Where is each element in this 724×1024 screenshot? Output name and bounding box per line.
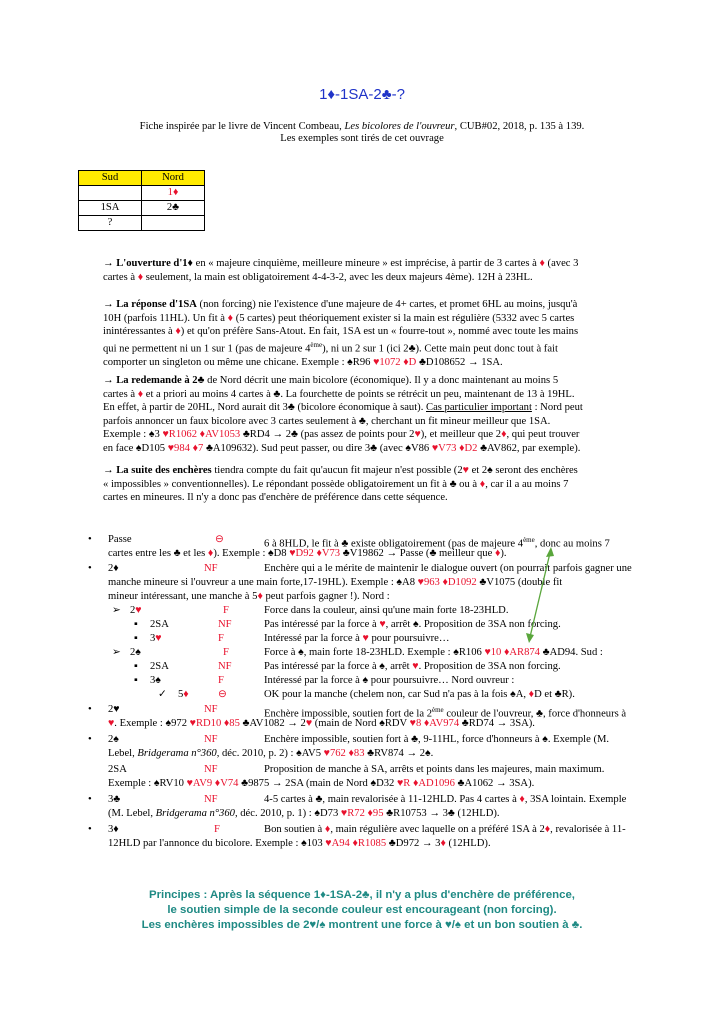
paragraph-text: 10H (parfois 11HL). Un fit à ♦ (5 cartes) peut théoriquement exister si la main est régulière (5332 avec 5 cartes <box>103 312 575 324</box>
forcing-code: NF <box>204 794 218 805</box>
paragraph-lead: → La réponse d'1SA <box>103 299 197 310</box>
bid-label: 2♠ <box>108 734 119 745</box>
page-title: 1♦-1SA-2♣-? <box>319 86 405 103</box>
bid-description: Enchère qui a le mérite de maintenir le dialogue ouvert (on pourrait parfois gagner une <box>264 563 632 574</box>
bid-description: mineur intéressant, une manche à 5♦ peut parfois gagner !). Nord : <box>108 591 390 602</box>
sub-arrow-icon: ➢ <box>112 647 121 658</box>
paragraph-text: cartes à ♦ et a priori au moins 4 cartes à ♣. La fourchette de points se rétrécit un peu, maintenant de 13 à 19HL. <box>103 388 575 400</box>
forcing-code: NF <box>204 764 218 775</box>
red-cards: ♥984 ♦7 <box>167 442 204 454</box>
paragraph-lead: → L'ouverture d'1♦ <box>103 258 193 269</box>
bullet-icon: • <box>88 563 92 574</box>
table-row <box>79 216 205 231</box>
paragraph-lead: → La suite des enchères <box>103 465 212 476</box>
paragraph-text: : Nord peut <box>531 402 583 414</box>
bullet-icon: • <box>88 704 92 715</box>
bid-label: 2♥ <box>108 704 120 715</box>
paragraph-text: de Nord décrit une main bicolore (économique). Il y a donc maintenant au moins 5 <box>204 375 559 386</box>
forcing-code: NF <box>218 619 232 630</box>
paragraph-text: tiendra compte du fait qu'aucun fit majeur n'est possible (2♥ et 2♠ seront des enchères <box>211 465 578 476</box>
forcing-code: NF <box>204 563 218 574</box>
bid-description: Force à ♠, main forte 18-23HLD. Exemple : ♠R106 ♥10 ♦AR874 ♣AD94. Sud : <box>264 647 603 658</box>
bid-description: Bon soutien à ♦, main régulière avec laquelle on a préféré 1SA à 2♦, revalorisée à 11- <box>264 824 626 835</box>
forcing-code: ⊖ <box>218 689 227 700</box>
bid-description: Intéressé par la force à ♥ pour poursuivre… <box>264 633 450 644</box>
subtitle-text: Fiche inspirée par le livre de Vincent Combeau, <box>139 121 345 132</box>
bid-label: 3♦ <box>108 824 119 835</box>
bid-description: Lebel, Bridgerama n°360, déc. 2010, p. 2) : ♠AV5 ♥762 ♦83 ♣RV874 → 2♠. <box>108 748 434 759</box>
table-row <box>79 186 205 201</box>
paragraph-text: « impossibles » conventionnelles). Le répondant possède obligatoirement un fit à ♣ ou à ♦, car il a au moins 7 <box>103 478 569 490</box>
principes-box <box>0 888 724 933</box>
red-cards: ♥R1062 ♦AV1053 <box>162 429 241 441</box>
bid-description: Intéressé par la force à ♠ pour poursuivre… Nord ouvreur : <box>264 675 515 686</box>
paragraph-text: en face ♠D105 <box>103 442 168 454</box>
bid-description: 6 à 8HLD, le fit à ♣ existe obligatoirement (pas de majeure 4ème, donc au moins 7 <box>264 536 610 550</box>
paragraph-suite <box>103 464 623 505</box>
table-cell: 1SA <box>79 201 142 216</box>
bid-description: Proposition de manche à SA, arrêts et points dans les majeures, main maximum. <box>264 764 605 775</box>
bid-description: Enchère impossible, soutien fort de la 2ème couleur de l'ouvreur, ♣, force d'honneurs à <box>264 706 627 720</box>
paragraph-text: inintéressantes à ♦) et qu'on préfère Sans-Atout. En fait, 1SA est un « fourre-tout », nommé avec toute les mains <box>103 326 579 338</box>
bid-label: 2♠ <box>130 647 141 658</box>
paragraph-text: En effet, à partir de 20HL, Nord aurait dit 3♣ (bicolore économique à saut). <box>103 402 426 414</box>
paragraph-text: ♣RD4 → 2♣ (pas assez de points pour 2♥), et meilleur que 2♦, qui peut trouver <box>240 429 580 441</box>
subtitle-line2: Les exemples sont tirés de cet ouvrage <box>280 133 444 144</box>
bid-label: 5♦ <box>178 689 189 700</box>
forcing-code: F <box>214 824 220 835</box>
bid-label: 3♥ <box>150 633 162 644</box>
bid-description: Exemple : ♠RV10 ♥AV9 ♦V74 ♣9875 → 2SA (main de Nord ♠D32 ♥R ♦AD1096 ♣A1062 → 3SA). <box>108 778 535 789</box>
bid-description: ♥. Exemple : ♠972 ♥RD10 ♦85 ♣AV1082 → 2♥ (main de Nord ♠RDV ♥8 ♦AV974 ♣RD74 → 3SA). <box>108 718 535 729</box>
principes-line: Principes : Après la séquence 1♦-1SA-2♣, il n'y a plus d'enchère de préférence, <box>149 889 575 901</box>
subtitle <box>0 121 724 145</box>
paragraph-text: cartes à ♦ seulement, la main est obligatoirement 4-4-3-2, avec les deux majeurs 4ème). 12H à 23HL. <box>103 271 533 283</box>
table-cell <box>142 216 205 231</box>
bullet-icon: • <box>88 534 92 545</box>
paragraph-ouverture <box>103 257 623 284</box>
bid-description: manche mineure si l'ouvreur a une main forte,17-19HL). Exemple : ♠A8 ♥963 ♦D1092 ♣V1075 (double fit <box>108 577 563 588</box>
bid-description: Enchère impossible, soutien fort à ♣, 9-11HL, force d'honneurs à ♠. Exemple (M. <box>264 734 610 745</box>
bid-label: 3♣ <box>108 794 121 805</box>
paragraph-text: comporter un singleton ou même une chicane. Exemple : ♠R96 <box>103 356 374 368</box>
table-cell: 1♦ <box>142 186 205 201</box>
square-bullet-icon: ▪ <box>134 633 138 644</box>
bid-description: Pas intéressé par la force à ♥, arrêt ♠. Proposition de 3SA non forcing. <box>264 619 561 630</box>
forcing-code: NF <box>218 661 232 672</box>
forcing-code: ⊖ <box>215 534 224 545</box>
paragraph-text: cartes en mineures. Il n'y a donc pas d'enchère de préférence dans cette séquence. <box>103 492 448 504</box>
forcing-code: F <box>218 675 224 686</box>
subtitle-ref: , CUB#02, 2018, p. 135 à 139. <box>454 121 585 132</box>
square-bullet-icon: ▪ <box>134 675 138 686</box>
square-bullet-icon: ▪ <box>134 661 138 672</box>
paragraph-text: ♣AV862, par exemple). <box>477 442 581 454</box>
bid-label: 3♠ <box>150 675 161 686</box>
bid-description: OK pour la manche (chelem non, car Sud n'a pas à la fois ♠A, ♦D et ♣R). <box>264 689 575 700</box>
bid-label: 2♥ <box>130 605 142 616</box>
paragraph-reponse <box>103 298 623 370</box>
table-cell: ? <box>79 216 142 231</box>
paragraph-text: (non forcing) nie l'existence d'une majeure de 4+ cartes, et promet 6HL au moins, jusqu'à <box>196 299 578 310</box>
bullet-icon: • <box>88 824 92 835</box>
paragraph-text: ♣D108652 → 1SA. <box>416 356 503 368</box>
bid-label: 2♦ <box>108 563 119 574</box>
paragraph-lead: → La redemande à 2♣ <box>103 375 205 386</box>
book-title: Les bicolores de l'ouvreur <box>344 121 455 132</box>
bid-description: cartes entre les ♣ et les ♦). Exemple : ♠D8 ♥D92 ♦V73 ♣V19862 → Passe (♣ meilleur que ♦). <box>108 548 507 559</box>
bid-description: Pas intéressé par la force à ♠, arrêt ♥. Proposition de 3SA non forcing. <box>264 661 561 672</box>
forcing-code: F <box>223 605 229 616</box>
underlined-text: Cas particulier important <box>426 402 532 414</box>
red-cards: ♥V73 ♦D2 <box>431 442 478 454</box>
header-sud: Sud <box>79 171 142 186</box>
bullet-icon: • <box>88 734 92 745</box>
double-arrow-icon <box>520 545 560 645</box>
table-cell: 2♣ <box>142 201 205 216</box>
forcing-code: NF <box>204 734 218 745</box>
paragraph-text: ♣A109632). Sud peut passer, ou dire 3♣ (avec ♠V86 <box>203 442 432 454</box>
table-row <box>79 201 205 216</box>
principes-line: Les enchères impossibles de 2♥/♠ montrent une force à ♥/♠ et un bon soutien à ♣. <box>141 919 583 931</box>
red-cards: ♥1072 ♦D <box>373 356 417 368</box>
principes-line: le soutien simple de la seconde couleur est encourageant (non forcing). <box>167 904 557 916</box>
sub-arrow-icon: ➢ <box>112 605 121 616</box>
bid-label: 2SA <box>108 764 127 775</box>
paragraph-text: parfois annoncer un faux bicolore avec 3 cartes seulement à ♣, cherchant un fit mineur meilleur que 1SA. <box>103 415 551 427</box>
bid-description: (M. Lebel, Bridgerama n°360, déc. 2010, p. 1) : ♠D73 ♥R72 ♦95 ♣R10753 → 3♣ (12HLD). <box>108 808 500 819</box>
forcing-code: F <box>218 633 224 644</box>
header-nord: Nord <box>142 171 205 186</box>
bid-description: 4-5 cartes à ♣, main revalorisée à 11-12HLD. Pas 4 cartes à ♦, 3SA lointain. Exemple <box>264 794 627 805</box>
bid-description: Force dans la couleur, ainsi qu'une main forte 18-23HLD. <box>264 605 509 616</box>
forcing-code: F <box>223 647 229 658</box>
paragraph-text: qui ne permettent ni un 1 sur 1 (pas de majeure 4ème), ni un 2 sur 1 (ici 2♣). Cette main peut donc tout à fait <box>103 340 558 355</box>
bid-label: 2SA <box>150 619 169 630</box>
forcing-code: NF <box>204 704 218 715</box>
bid-description: 12HLD par l'annonce du bicolore. Exemple : ♠103 ♥A94 ♦R1085 ♣D972 → 3♦ (12HLD). <box>108 838 491 849</box>
bid-label: 2SA <box>150 661 169 672</box>
square-bullet-icon: ▪ <box>134 619 138 630</box>
table-cell <box>79 186 142 201</box>
bid-table <box>78 170 205 231</box>
bid-label: Passe <box>108 534 132 545</box>
table-header-row <box>79 171 205 186</box>
checkmark-icon: ✓ <box>158 689 167 700</box>
paragraph-text: Exemple : ♠3 <box>103 429 163 441</box>
paragraph-text: en « majeure cinquième, meilleure mineure » est imprécise, à partir de 3 cartes à ♦ (avec 3 <box>192 258 579 269</box>
paragraph-redemande <box>103 374 623 456</box>
bullet-icon: • <box>88 794 92 805</box>
